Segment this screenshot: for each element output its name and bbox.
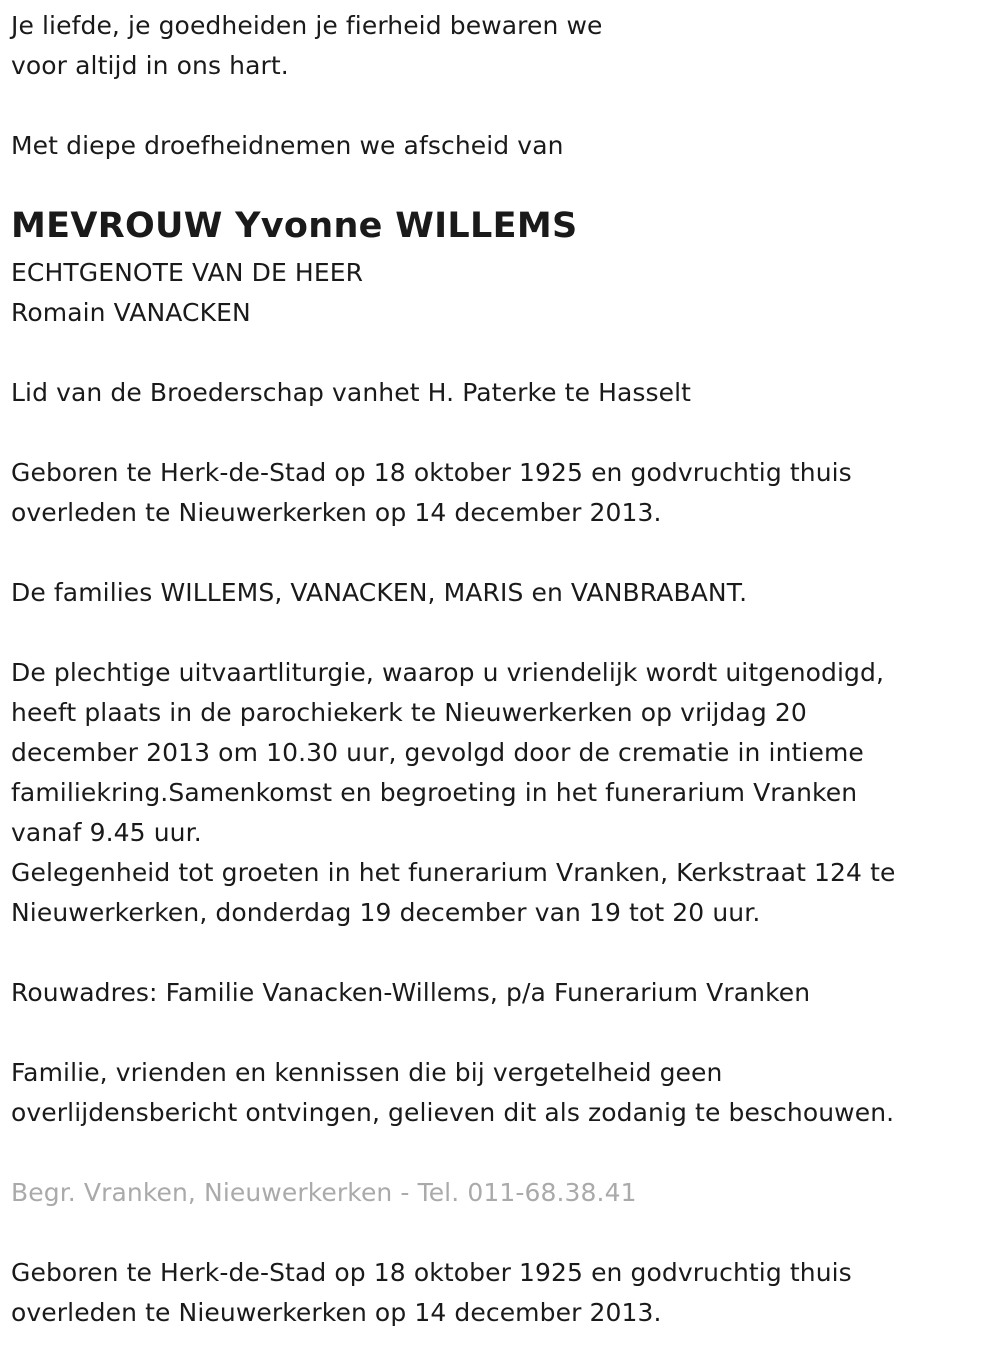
spouse-title: ECHTGENOTE VAN DE HEER [11, 258, 364, 287]
notice-line-1: Familie, vrienden en kennissen die bij vergetelheid geen [11, 1058, 723, 1087]
ceremony-line-7: Nieuwerkerken, donderdag 19 december van 19 tot 20 uur. [11, 898, 761, 927]
spouse-name: Romain VANACKEN [11, 298, 251, 327]
membership: Lid van de Broederschap vanhet H. Paterke te Hasselt [11, 378, 692, 407]
undertaker-contact: Begr. Vranken, Nieuwerkerken - Tel. 011-68.38.41 [11, 1178, 637, 1207]
intro-line-2: voor altijd in ons hart. [11, 51, 289, 80]
ceremony-line-1: De plechtige uitvaartliturgie, waarop u vriendelijk wordt uitgenodigd, [11, 658, 885, 687]
ceremony-line-6: Gelegenheid tot groeten in het funerarium Vranken, Kerkstraat 124 te [11, 858, 896, 887]
intro-line-1: Je liefde, je goedheiden je fierheid bewaren we [11, 11, 603, 40]
birth-death-repeat-line-2: overleden te Nieuwerkerken op 14 december 2013. [11, 1298, 662, 1327]
birth-death-line-1: Geboren te Herk-de-Stad op 18 oktober 1925 en godvruchtig thuis [11, 458, 852, 487]
birth-death-line-2: overleden te Nieuwerkerken op 14 december 2013. [11, 498, 662, 527]
notice-line-2: overlijdensbericht ontvingen, gelieven dit als zodanig te beschouwen. [11, 1098, 895, 1127]
birth-death-repeat-line-1: Geboren te Herk-de-Stad op 18 oktober 1925 en godvruchtig thuis [11, 1258, 852, 1287]
deceased-name: MEVROUW Yvonne WILLEMS [11, 206, 578, 246]
mourning-address: Rouwadres: Familie Vanacken-Willems, p/a Funerarium Vranken [11, 978, 811, 1007]
ceremony-line-3: december 2013 om 10.30 uur, gevolgd door de crematie in intieme [11, 738, 864, 767]
ceremony-line-5: vanaf 9.45 uur. [11, 818, 202, 847]
families: De families WILLEMS, VANACKEN, MARIS en VANBRABANT. [11, 578, 748, 607]
ceremony-line-2: heeft plaats in de parochiekerk te Nieuwerkerken op vrijdag 20 [11, 698, 807, 727]
ceremony-line-4: familiekring.Samenkomst en begroeting in het funerarium Vranken [11, 778, 858, 807]
announcement: Met diepe droefheidnemen we afscheid van [11, 131, 564, 160]
